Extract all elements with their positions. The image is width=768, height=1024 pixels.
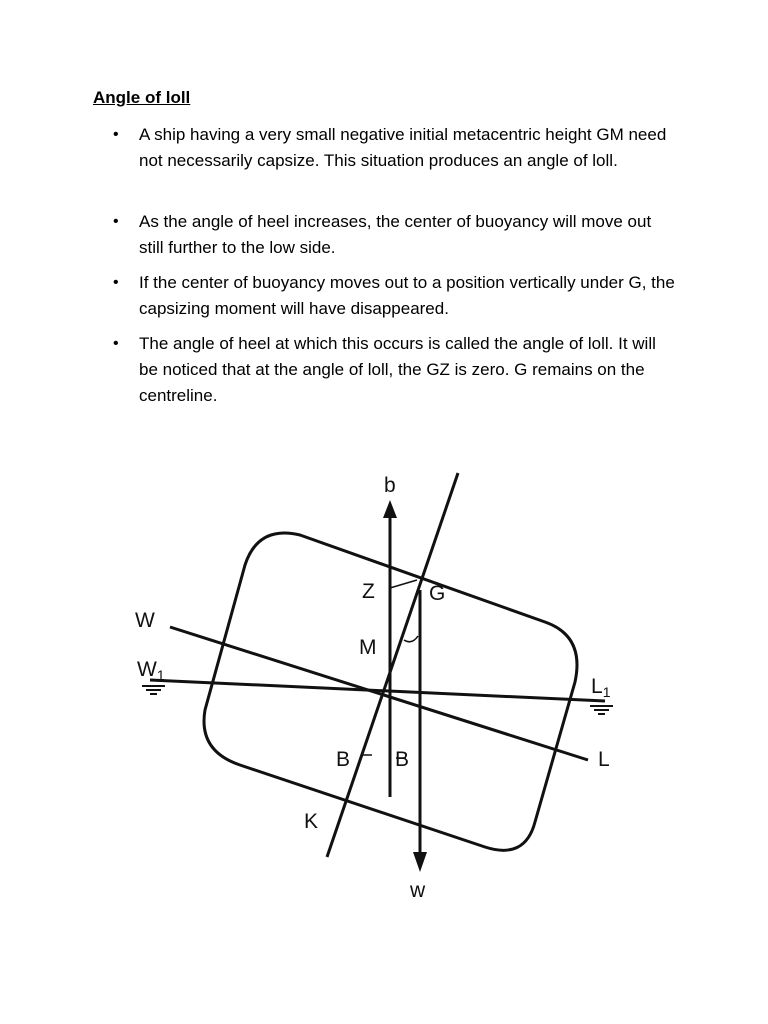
- label-l1: L1: [591, 675, 611, 700]
- label-g: G: [429, 582, 446, 605]
- label-l: L: [598, 748, 610, 771]
- arrow-down-icon: [413, 852, 427, 872]
- label-b-centre: B: [336, 748, 351, 771]
- bullet-mark: •: [113, 213, 119, 230]
- bullet-text: The angle of heel at which this occurs is called the angle of loll. It will be noticed that at the angle of loll, the GZ is zero. G remains on the centreline.: [139, 334, 656, 405]
- angle-of-loll-diagram: [0, 440, 768, 920]
- angle-arc: [404, 636, 418, 642]
- bullet-mark: •: [113, 126, 119, 143]
- bullet-text: A ship having a very small negative initial metacentric height GM need not necessarily capsize. This situation produces an angle of loll.: [139, 125, 667, 170]
- label-b: b: [384, 474, 396, 497]
- bullet-text: If the center of buoyancy moves out to a position vertically under G, the capsizing moment will have disappeared.: [139, 273, 675, 318]
- label-w-waterline: W: [135, 609, 155, 632]
- bullet-mark: •: [113, 274, 119, 291]
- gz-mark: [390, 580, 417, 588]
- label-w1: W1: [137, 658, 165, 683]
- ship-centreline: [327, 473, 458, 857]
- bullet-text: As the angle of heel increases, the center of buoyancy will move out still further to the low side.: [139, 212, 652, 257]
- label-z: Z: [362, 580, 375, 603]
- page-title: Angle of loll: [93, 88, 191, 107]
- arrow-up-icon: [383, 500, 397, 518]
- waterline-wl: [170, 627, 588, 760]
- label-m: M: [359, 636, 377, 659]
- label-w: w: [410, 879, 426, 902]
- label-k: K: [304, 810, 319, 833]
- label-b1: B: [395, 748, 410, 771]
- waterline-w1l1: [150, 680, 605, 701]
- bullet-mark: •: [113, 335, 119, 352]
